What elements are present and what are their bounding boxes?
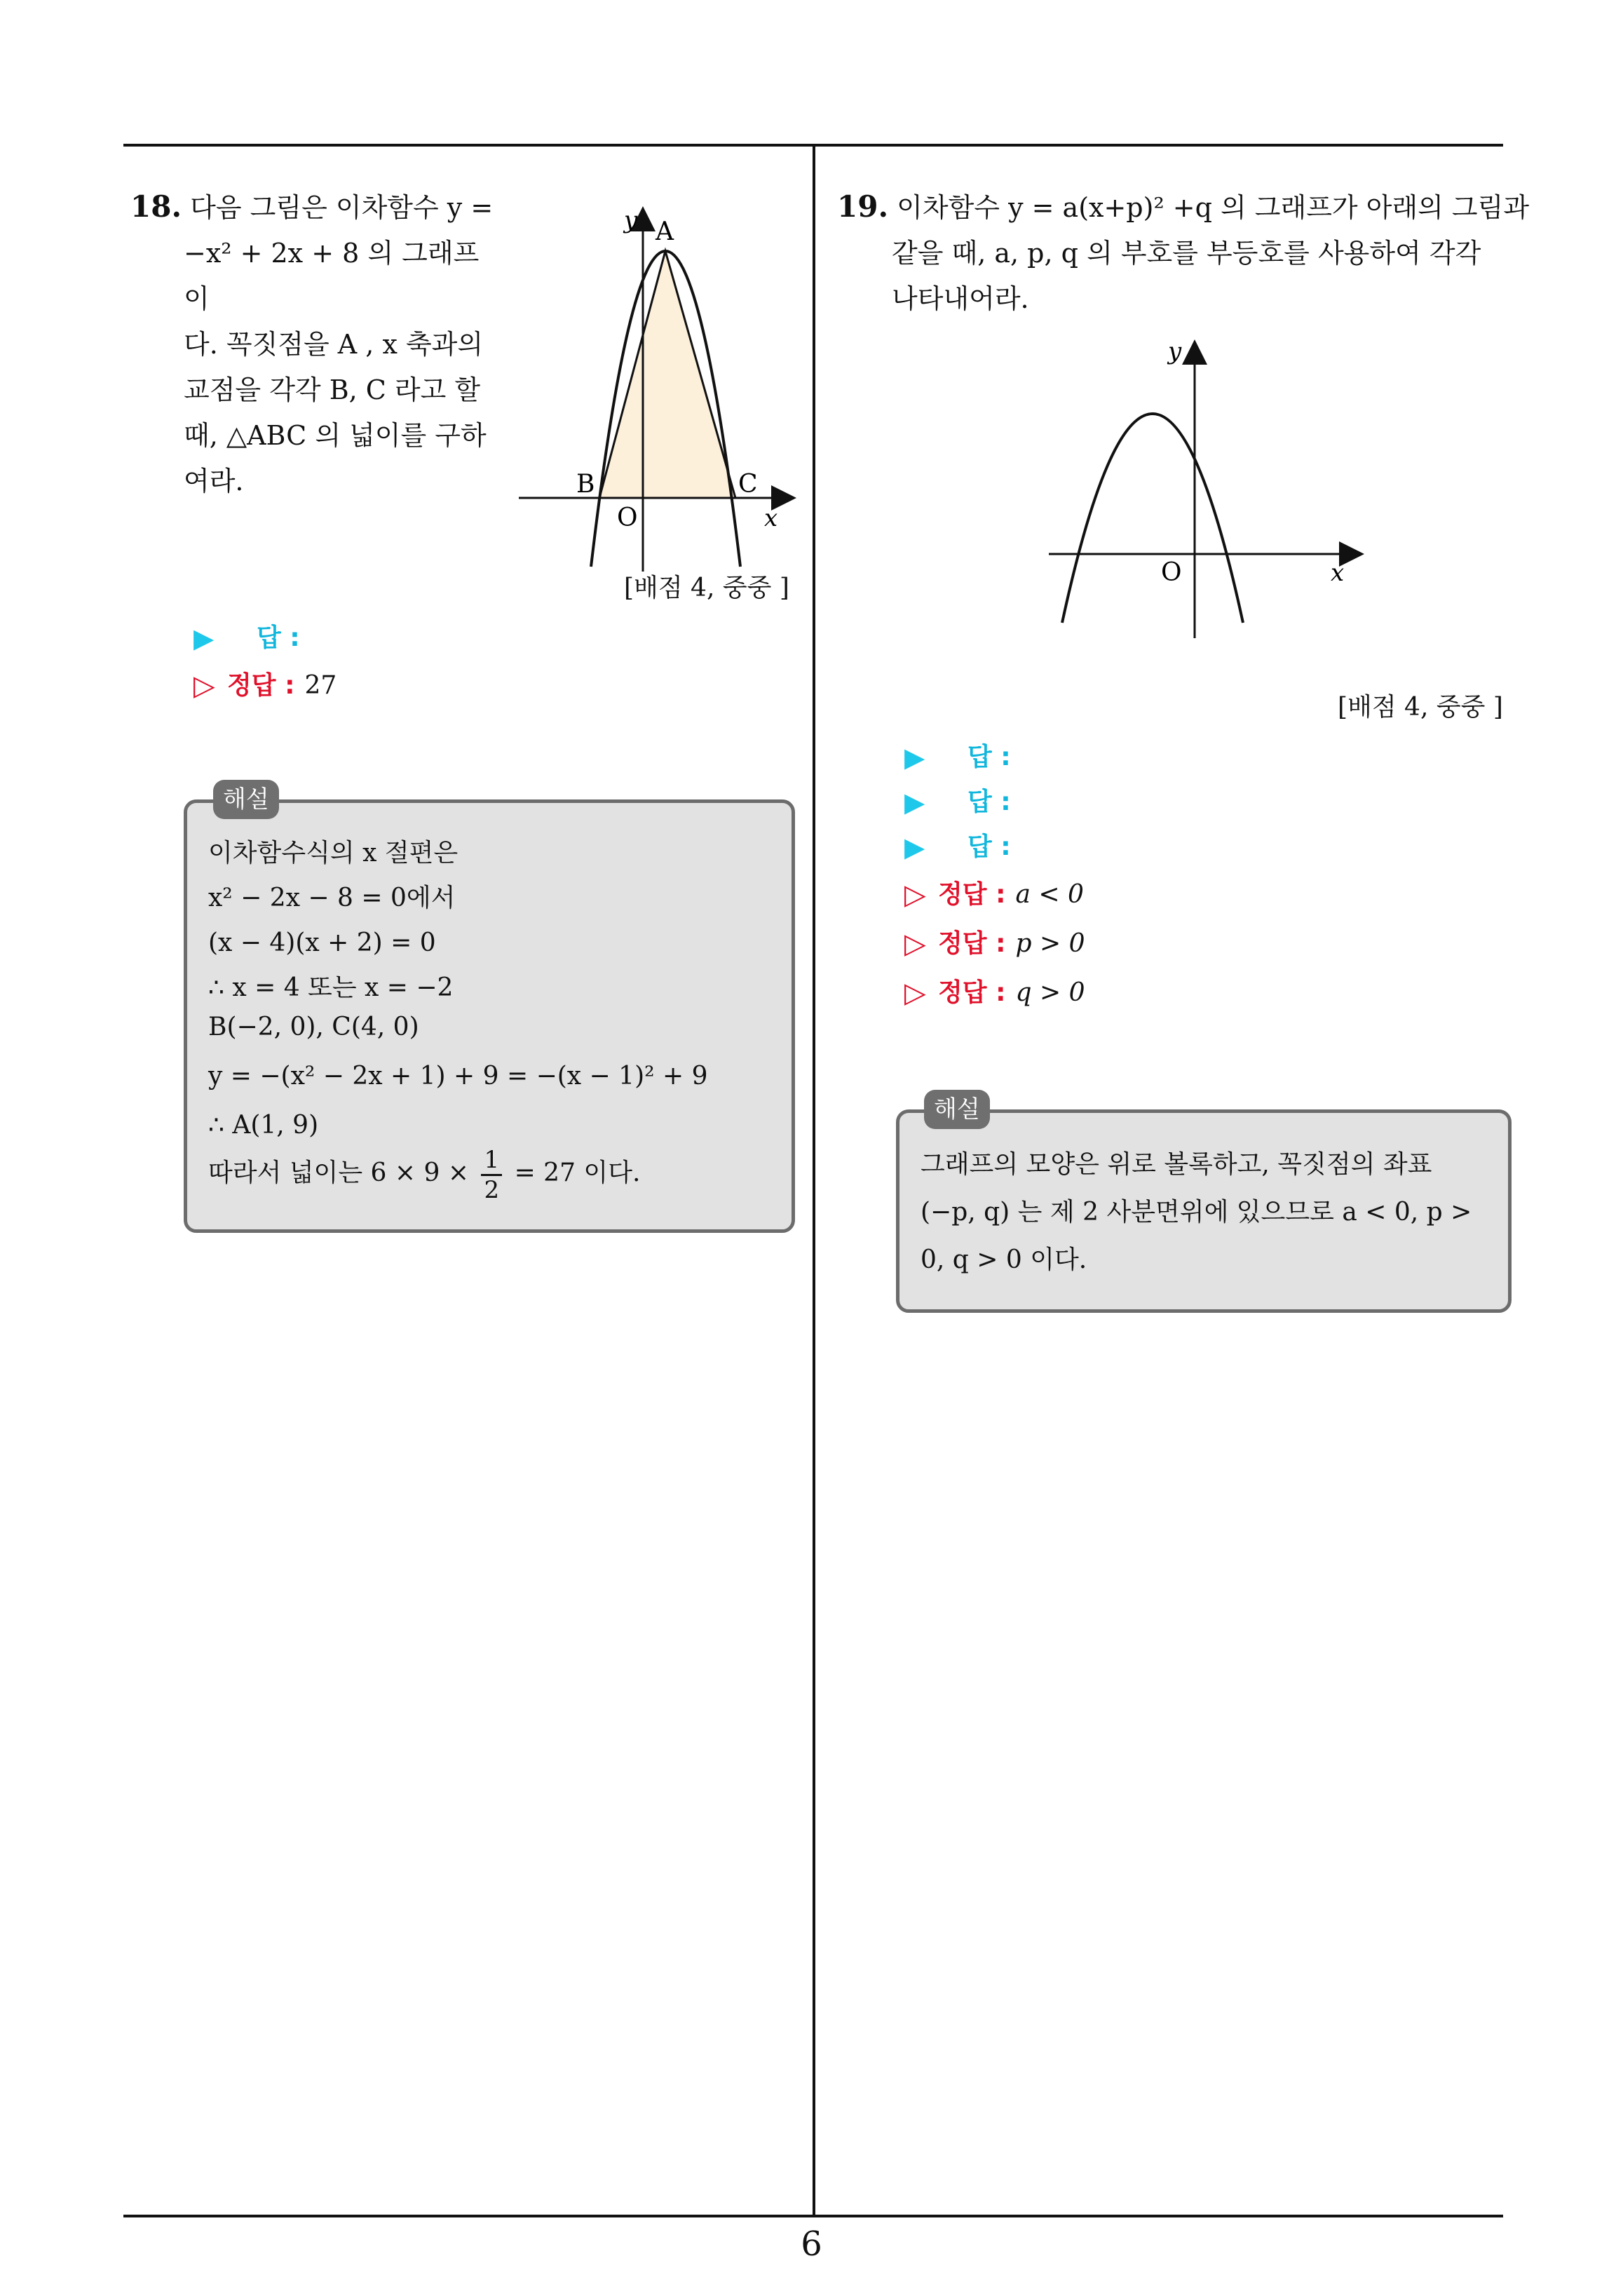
q19-line-1: 이차함수 y = a(x+p)² +q 의 그래프가 아래의 그림과 bbox=[897, 192, 1530, 223]
q19-correct-value-1: a < 0 bbox=[1015, 880, 1084, 909]
q18-line-1: 다음 그림은 이차함수 y = bbox=[190, 192, 494, 223]
q18-line-2: −x² + 2x + 8 의 그래프이 bbox=[184, 238, 480, 314]
bottom-rule bbox=[123, 2215, 1503, 2217]
q19-correct-value-3: q > 0 bbox=[1015, 978, 1085, 1007]
q18-exp-fraction bbox=[481, 1146, 502, 1204]
q19-correct-label-2: 정답 : bbox=[938, 929, 1006, 958]
q19-correct-label-1: 정답 : bbox=[938, 880, 1006, 909]
q18-line-5: 때, △ABC 의 넓이를 구하 bbox=[184, 420, 487, 451]
q18-correct-line bbox=[193, 665, 337, 707]
q18-correct-label: 정답 : bbox=[227, 671, 295, 700]
q19-parabola-graph bbox=[1038, 330, 1374, 645]
answer-play-icon: ▶ bbox=[193, 623, 215, 654]
correct-triangle-icon: ▷ bbox=[904, 977, 926, 1009]
point-c-label: C bbox=[738, 470, 758, 499]
q19-exp-line-3: 0, q > 0 이다. bbox=[921, 1245, 1087, 1274]
q18-exp-line-6: y = −(x² − 2x + 1) + 9 = −(x − 1)² + 9 bbox=[208, 1062, 708, 1090]
q19-x-axis-label: x bbox=[1331, 559, 1345, 587]
q19-number: 19. bbox=[837, 189, 889, 224]
q18-exp-last-suffix: = 27 이다. bbox=[514, 1159, 641, 1187]
q19-answer-label-2: 답 : bbox=[967, 788, 1011, 816]
answer-play-icon: ▶ bbox=[904, 742, 925, 773]
q19-correct-line-2 bbox=[904, 923, 1085, 965]
q18-exp-line-8 bbox=[208, 1140, 640, 1207]
y-axis-label: y bbox=[624, 206, 638, 234]
q18-number: 18. bbox=[130, 189, 182, 224]
q19-score: [배점 4, 중중 ] bbox=[1338, 693, 1503, 722]
q18-line-3: 다. 꼭짓점을 A , x 축과의 bbox=[184, 329, 484, 360]
point-a-label: A bbox=[656, 217, 674, 246]
q19-text bbox=[837, 184, 1530, 322]
answer-play-icon: ▶ bbox=[904, 832, 925, 863]
q19-correct-line-3 bbox=[904, 972, 1085, 1014]
column-divider bbox=[813, 144, 815, 2216]
page-number: 6 bbox=[801, 2224, 822, 2264]
q19-line-2: 같을 때, a, p, q 의 부호를 부등호를 사용하여 각각 bbox=[892, 238, 1481, 269]
q18-parabola-graph bbox=[512, 196, 806, 575]
q19-y-axis-label: y bbox=[1168, 337, 1182, 365]
q18-exp-line-7: ∴ A(1, 9) bbox=[208, 1111, 319, 1140]
q18-answer-label: 답 : bbox=[257, 623, 300, 652]
q18-explanation-tag: 해설 bbox=[213, 780, 279, 819]
q18-line-4: 교점을 각각 B, C 라고 할 bbox=[184, 374, 481, 405]
q19-explanation-box bbox=[896, 1109, 1512, 1313]
q18-exp-line-4: ∴ x = 4 또는 x = −2 bbox=[208, 973, 454, 1002]
q18-exp-frac-num: 1 bbox=[481, 1146, 502, 1176]
q18-answer-line bbox=[193, 617, 300, 659]
q19-correct-value-2: p > 0 bbox=[1015, 929, 1085, 958]
q19-answer-label-1: 답 : bbox=[967, 743, 1011, 771]
q19-answer-label-3: 답 : bbox=[967, 832, 1011, 861]
q18-line-6: 여라. bbox=[184, 466, 244, 497]
q19-line-3: 나타내어라. bbox=[892, 283, 1029, 314]
correct-triangle-icon: ▷ bbox=[904, 879, 926, 911]
q18-text bbox=[130, 184, 495, 504]
q19-correct-line-1 bbox=[904, 874, 1084, 916]
correct-triangle-icon: ▷ bbox=[193, 670, 215, 702]
q18-exp-line-1: 이차함수식의 x 절편은 bbox=[208, 839, 459, 867]
q19-correct-label-3: 정답 : bbox=[938, 978, 1006, 1007]
point-b-label: B bbox=[576, 470, 595, 499]
q18-exp-line-2: x² − 2x − 8 = 0에서 bbox=[208, 884, 456, 912]
q19-answer-line-3 bbox=[904, 826, 1011, 868]
q19-explanation-tag: 해설 bbox=[924, 1090, 990, 1129]
origin-label: O bbox=[617, 504, 638, 532]
q19-exp-line-2: (−p, q) 는 제 2 사분면위에 있으므로 a < 0, p > bbox=[921, 1198, 1472, 1227]
q18-correct-value: 27 bbox=[304, 671, 337, 700]
correct-triangle-icon: ▷ bbox=[904, 928, 926, 960]
q18-explanation-box bbox=[184, 799, 795, 1233]
q18-exp-line-5: B(−2, 0), C(4, 0) bbox=[208, 1013, 419, 1041]
q19-answer-line-1 bbox=[904, 736, 1011, 778]
x-axis-label: x bbox=[764, 504, 778, 532]
q19-origin-label: O bbox=[1161, 558, 1182, 587]
answer-play-icon: ▶ bbox=[904, 787, 925, 818]
q18-exp-frac-den: 2 bbox=[484, 1175, 500, 1204]
q19-parabola-curve bbox=[1062, 414, 1243, 623]
q18-score: [배점 4, 중중 ] bbox=[624, 574, 789, 602]
q19-answer-line-2 bbox=[904, 781, 1011, 823]
q18-exp-last-prefix: 따라서 넓이는 6 × 9 × bbox=[208, 1159, 470, 1187]
q19-exp-line-1: 그래프의 모양은 위로 볼록하고, 꼭짓점의 좌표 bbox=[921, 1150, 1432, 1179]
q18-exp-line-3: (x − 4)(x + 2) = 0 bbox=[208, 928, 436, 957]
